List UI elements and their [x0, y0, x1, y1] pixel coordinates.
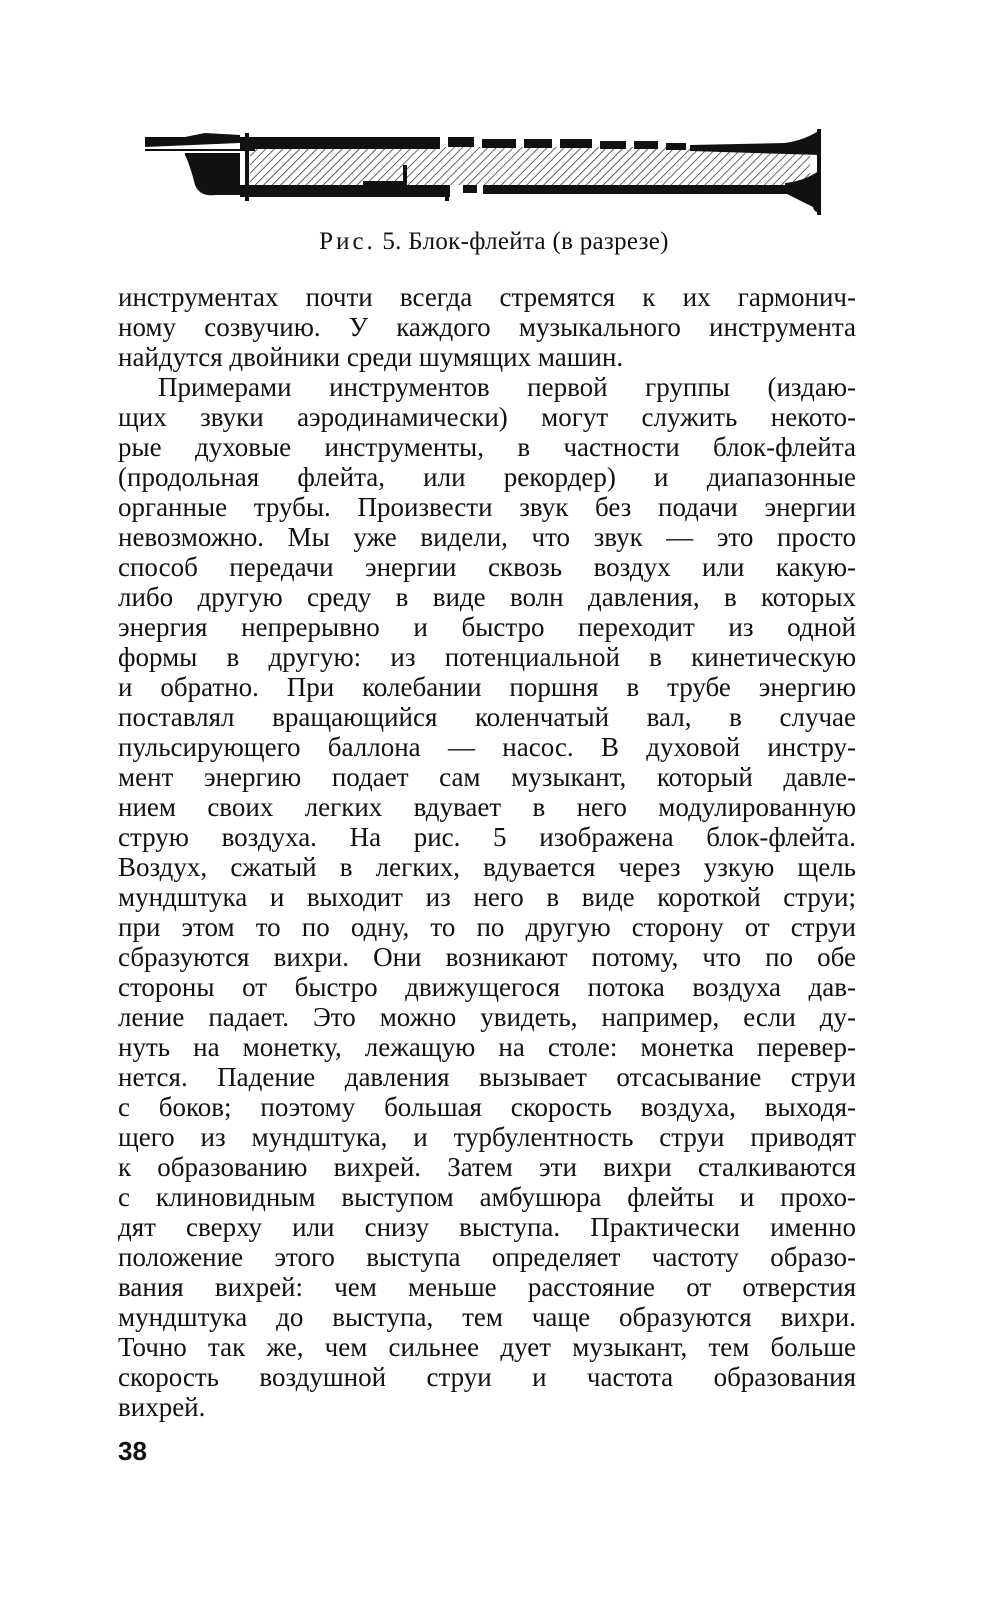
flute-mouthpiece-lower [185, 153, 240, 195]
text-line: способ передачи энергии сквозь воздух или какую- [118, 552, 856, 582]
text-line: Примерами инструментов первой группы (издаю- [158, 372, 856, 402]
text-line: поставлял вращающийся коленчатый вал, в случае [118, 702, 856, 732]
text-line: щих звуки аэродинамически) могут служить некото- [118, 402, 856, 432]
text-line: органные трубы. Произвести звук без подачи энергии [118, 492, 856, 522]
text-line: щего из мундштука, и турбулентность струи приводят [118, 1122, 856, 1152]
text-line: нуть на монетку, лежащую на столе: монетка перевер- [118, 1032, 856, 1062]
text-line: (продольная флейта, или рекордер) и диапазонные [118, 462, 856, 492]
text-line: сбразуются вихри. Они возникают потому, что по обе [118, 942, 856, 972]
text-line: рые духовые инструменты, в частности блок-флейта [118, 432, 856, 462]
figure-caption [0, 228, 988, 256]
text-line: скорость воздушной струи и частота образования [118, 1362, 856, 1392]
text-line: к образованию вихрей. Затем эти вихри сталкиваются [118, 1152, 856, 1182]
text-line: мундштука до выступа, тем чаще образуются вихри. [118, 1302, 856, 1332]
text-line: ному созвучию. У каждого музыкального инструмента [118, 312, 856, 342]
body-text [118, 282, 856, 1422]
text-line: вихрей. [118, 1392, 206, 1422]
text-line: и обратно. При колебании поршня в трубе энергию [118, 672, 856, 702]
text-line: либо другую среду в виде волн давления, в которых [118, 582, 856, 612]
text-line: мундштука и выходит из него в виде короткой струи; [118, 882, 856, 912]
text-line: с клиновидным выступом амбушюра флейты и прохо- [118, 1182, 856, 1212]
caption-label: Рис. [319, 228, 376, 255]
text-line: с боков; поэтому большая скорость воздуха, выходя- [118, 1092, 856, 1122]
caption-text: 5. Блок-флейта (в разрезе) [382, 228, 669, 255]
block-flute-illustration [145, 125, 865, 225]
text-line: инструментах почти всегда стремятся к их гармонич- [118, 282, 856, 312]
text-line: положение этого выступа определяет частоту образо- [118, 1242, 856, 1272]
text-line: дят сверху или снизу выступа. Практически именно [118, 1212, 856, 1242]
text-line: найдутся двойники среди шумящих машин. [118, 342, 624, 372]
text-line: Воздух, сжатый в легких, вдувается через узкую щель [118, 852, 856, 882]
flute-mouthpiece [145, 133, 240, 147]
block-flute-drawing [145, 125, 865, 225]
text-line: энергия непрерывно и быстро переходит из одной [118, 612, 856, 642]
text-line: пульсирующего баллона — насос. В духовой инстру- [118, 732, 856, 762]
text-line: при этом то по одну, то по другую сторону от струи [118, 912, 856, 942]
text-line: Точно так же, чем сильнее дует музыкант, тем больше [118, 1332, 856, 1362]
flute-bore [250, 147, 810, 185]
text-line: ление падает. Это можно увидеть, например, если ду- [118, 1002, 856, 1032]
text-line: струю воздуха. На рис. 5 изображена блок-флейта. [118, 822, 856, 852]
text-line: стороны от быстро движущегося потока воздуха дав- [118, 972, 856, 1002]
text-line: невозможно. Мы уже видели, что звук — это просто [118, 522, 856, 552]
page-number: 38 [118, 1436, 147, 1466]
text-line: формы в другую: из потенциальной в кинетическую [118, 642, 856, 672]
text-line: нется. Падение давления вызывает отсасывание струи [118, 1062, 856, 1092]
text-line: нием своих легких вдувает в него модулированную [118, 792, 856, 822]
text-line: вания вихрей: чем меньше расстояние от отверстия [118, 1272, 856, 1302]
text-line: мент энергию подает сам музыкант, который давле- [118, 762, 856, 792]
